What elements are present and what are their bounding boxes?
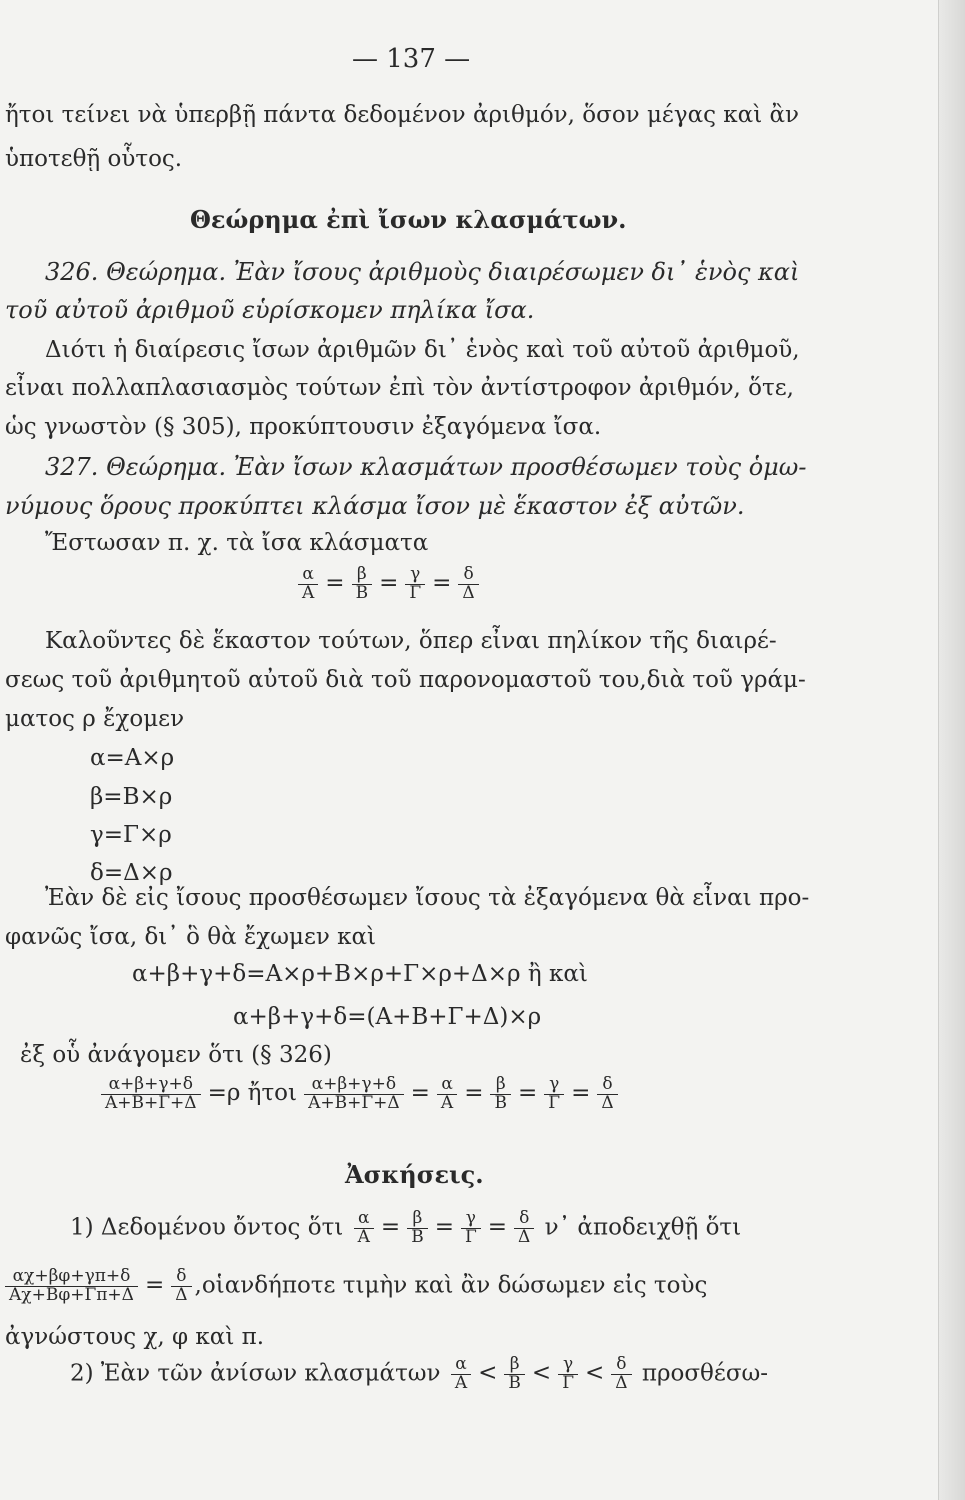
fraction: $\frac{\gamma}{\Gamma}$	[558, 1356, 578, 1393]
page-number: — 137 —	[352, 44, 471, 74]
theorem-327-line: 327. Θεώρημα. Ἐὰν ἴσων κλασμάτων προσθέσωμεν τοὺς ὁμω-	[45, 453, 807, 481]
text-line: φανῶς ἴσα, δι᾽ ὃ θὰ ἔχωμεν καὶ	[5, 924, 377, 950]
fraction: $\frac{\delta}{\Delta}$	[597, 1076, 617, 1113]
fraction: $\frac{\delta}{\Delta}$	[171, 1268, 191, 1305]
fraction: $\frac{\alpha}{A}$	[354, 1210, 374, 1247]
text-line: ἤτοι τείνει νὰ ὑπερβῇ πάντα δεδομένον ἀριθμόν, ὅσον μέγας καὶ ἂν	[5, 102, 800, 128]
exercise-2-line: 2) Ἐὰν τῶν ἀνίσων κλασμάτων $\frac{\alpha}{A}$ < $\frac{\beta}{B}$ < $\frac{\gamma}{\Gamma}$ < $\frac{\delta}{\Delta}$ προσθέσω-	[70, 1354, 769, 1393]
fraction: $\frac{\gamma}{\Gamma}$	[461, 1210, 481, 1247]
exercise-1-line: 1) Δεδομένου ὄντος ὅτι $\frac{\alpha}{A}$ = $\frac{\beta}{B}$ = $\frac{\gamma}{\Gamma}$ = $\frac{\delta}{\Delta}$ ν᾽ ἀποδειχθῇ ὅτι	[70, 1208, 742, 1247]
equation: γ=Γ×ρ	[90, 822, 172, 848]
fraction: $\frac{\beta}{B}$	[490, 1076, 511, 1113]
equation: α+β+γ+δ=Α×ρ+Β×ρ+Γ×ρ+Δ×ρ ἢ καὶ	[132, 961, 588, 987]
fraction: $\frac{\gamma}{\Gamma}$	[405, 566, 425, 603]
equation: α=Α×ρ	[90, 745, 175, 771]
text-line: Ἐὰν δὲ εἰς ἴσους προσθέσωμεν ἴσους τὰ ἐξαγόμενα θὰ εἶναι προ-	[45, 885, 810, 911]
text-line: ματος ρ ἔχομεν	[5, 706, 185, 732]
fraction: $\frac{\alpha}{A}$	[298, 566, 318, 603]
text-line: Διότι ἡ διαίρεσις ἴσων ἀριθμῶν δι᾽ ἑνὸς καὶ τοῦ αὐτοῦ ἀριθμοῦ,	[45, 337, 800, 363]
equation: α+β+γ+δ=(Α+Β+Γ+Δ)×ρ	[233, 1004, 542, 1030]
theorem-326-line: 326. Θεώρημα. Ἐὰν ἴσους ἀριθμοὺς διαιρέσωμεν δι᾽ ἑνὸς καὶ	[45, 258, 800, 286]
fraction: $\frac{\delta}{\Delta}$	[458, 566, 478, 603]
fraction: $\frac{\alpha}{A}$	[437, 1076, 457, 1113]
fraction: $\frac{\alpha}{A}$	[451, 1356, 471, 1393]
section-heading: Θεώρημα ἐπὶ ἴσων κλασμάτων.	[190, 205, 627, 234]
fraction: $\frac{\beta}{B}$	[504, 1356, 525, 1393]
text-line: ἐξ οὗ ἀνάγομεν ὅτι (§ 326)	[20, 1042, 332, 1068]
text-line: σεως τοῦ ἀριθμητοῦ αὐτοῦ διὰ τοῦ παρονομαστοῦ του,διὰ τοῦ γράμ-	[5, 667, 806, 693]
theorem-327-line: νύμους ὅρους προκύπτει κλάσμα ἴσον μὲ ἕκαστον ἐξ αὐτῶν.	[5, 492, 745, 520]
text-line: ἀγνώστους χ, φ καὶ π.	[5, 1324, 265, 1350]
fraction: $\frac{\delta}{\Delta}$	[611, 1356, 631, 1393]
theorem-326-line: τοῦ αὐτοῦ ἀριθμοῦ εὑρίσκομεν πηλίκα ἴσα.	[5, 296, 535, 324]
fraction: $\frac{\delta}{\Delta}$	[514, 1210, 534, 1247]
fraction: $\frac{\alpha\chi+\beta\varphi+\gamma\pi+\delta}{A\chi+B\varphi+\Gamma\pi+\Delta}$	[5, 1268, 138, 1305]
fraction: $\frac{\beta}{B}$	[407, 1210, 428, 1247]
text-line: Ἔστωσαν π. χ. τὰ ἴσα κλάσματα	[45, 530, 429, 556]
text-line: ὡς γνωστὸν (§ 305), προκύπτουσιν ἐξαγόμενα ἴσα.	[5, 414, 602, 440]
fraction: $\frac{\gamma}{\Gamma}$	[544, 1076, 564, 1113]
sum-fractions-equation: $\frac{\alpha+\beta+\gamma+\delta}{A+B+\Gamma+\Delta}$ =ρ ἤτοι $\frac{\alpha+\beta+\gamma+\delta}{A+B+\Gamma+\Delta}$ = $\frac{\alpha}{A}$ = $\frac{\beta}{B}$ = $\frac{\gamma}{\Gamma}$ = $\frac{\delta}{\Delta}$	[98, 1076, 621, 1113]
fraction: $\frac{\alpha+\beta+\gamma+\delta}{A+B+\Gamma+\Delta}$	[304, 1076, 404, 1113]
equation: β=Β×ρ	[90, 784, 173, 810]
fraction: $\frac{\alpha+\beta+\gamma+\delta}{A+B+\Gamma+\Delta}$	[101, 1076, 201, 1113]
equation: δ=Δ×ρ	[90, 860, 173, 886]
fraction: $\frac{\beta}{B}$	[352, 566, 373, 603]
exercise-1-line: $\frac{\alpha\chi+\beta\varphi+\gamma\pi+\delta}{A\chi+B\varphi+\Gamma\pi+\Delta}$ = $\frac{\delta}{\Delta}$ ,οἱανδήποτε τιμὴν καὶ ἂν δώσωμεν εἰς τοὺς	[2, 1268, 707, 1305]
equal-fractions-equation: $\frac{\alpha}{A}$ = $\frac{\beta}{B}$ = $\frac{\gamma}{\Gamma}$ = $\frac{\delta}{\Delta}$	[295, 566, 482, 603]
text-line: ὑποτεθῇ οὗτος.	[5, 146, 183, 172]
text-line: εἶναι πολλαπλασιασμὸς τούτων ἐπὶ τὸν ἀντίστροφον ἀριθμόν, ὅτε,	[5, 375, 794, 401]
exercises-heading: Ἀσκήσεις.	[345, 1160, 484, 1189]
text-line: Καλοῦντες δὲ ἕκαστον τούτων, ὅπερ εἶναι πηλίκον τῆς διαιρέ-	[45, 628, 777, 654]
page-edge	[938, 0, 965, 1500]
